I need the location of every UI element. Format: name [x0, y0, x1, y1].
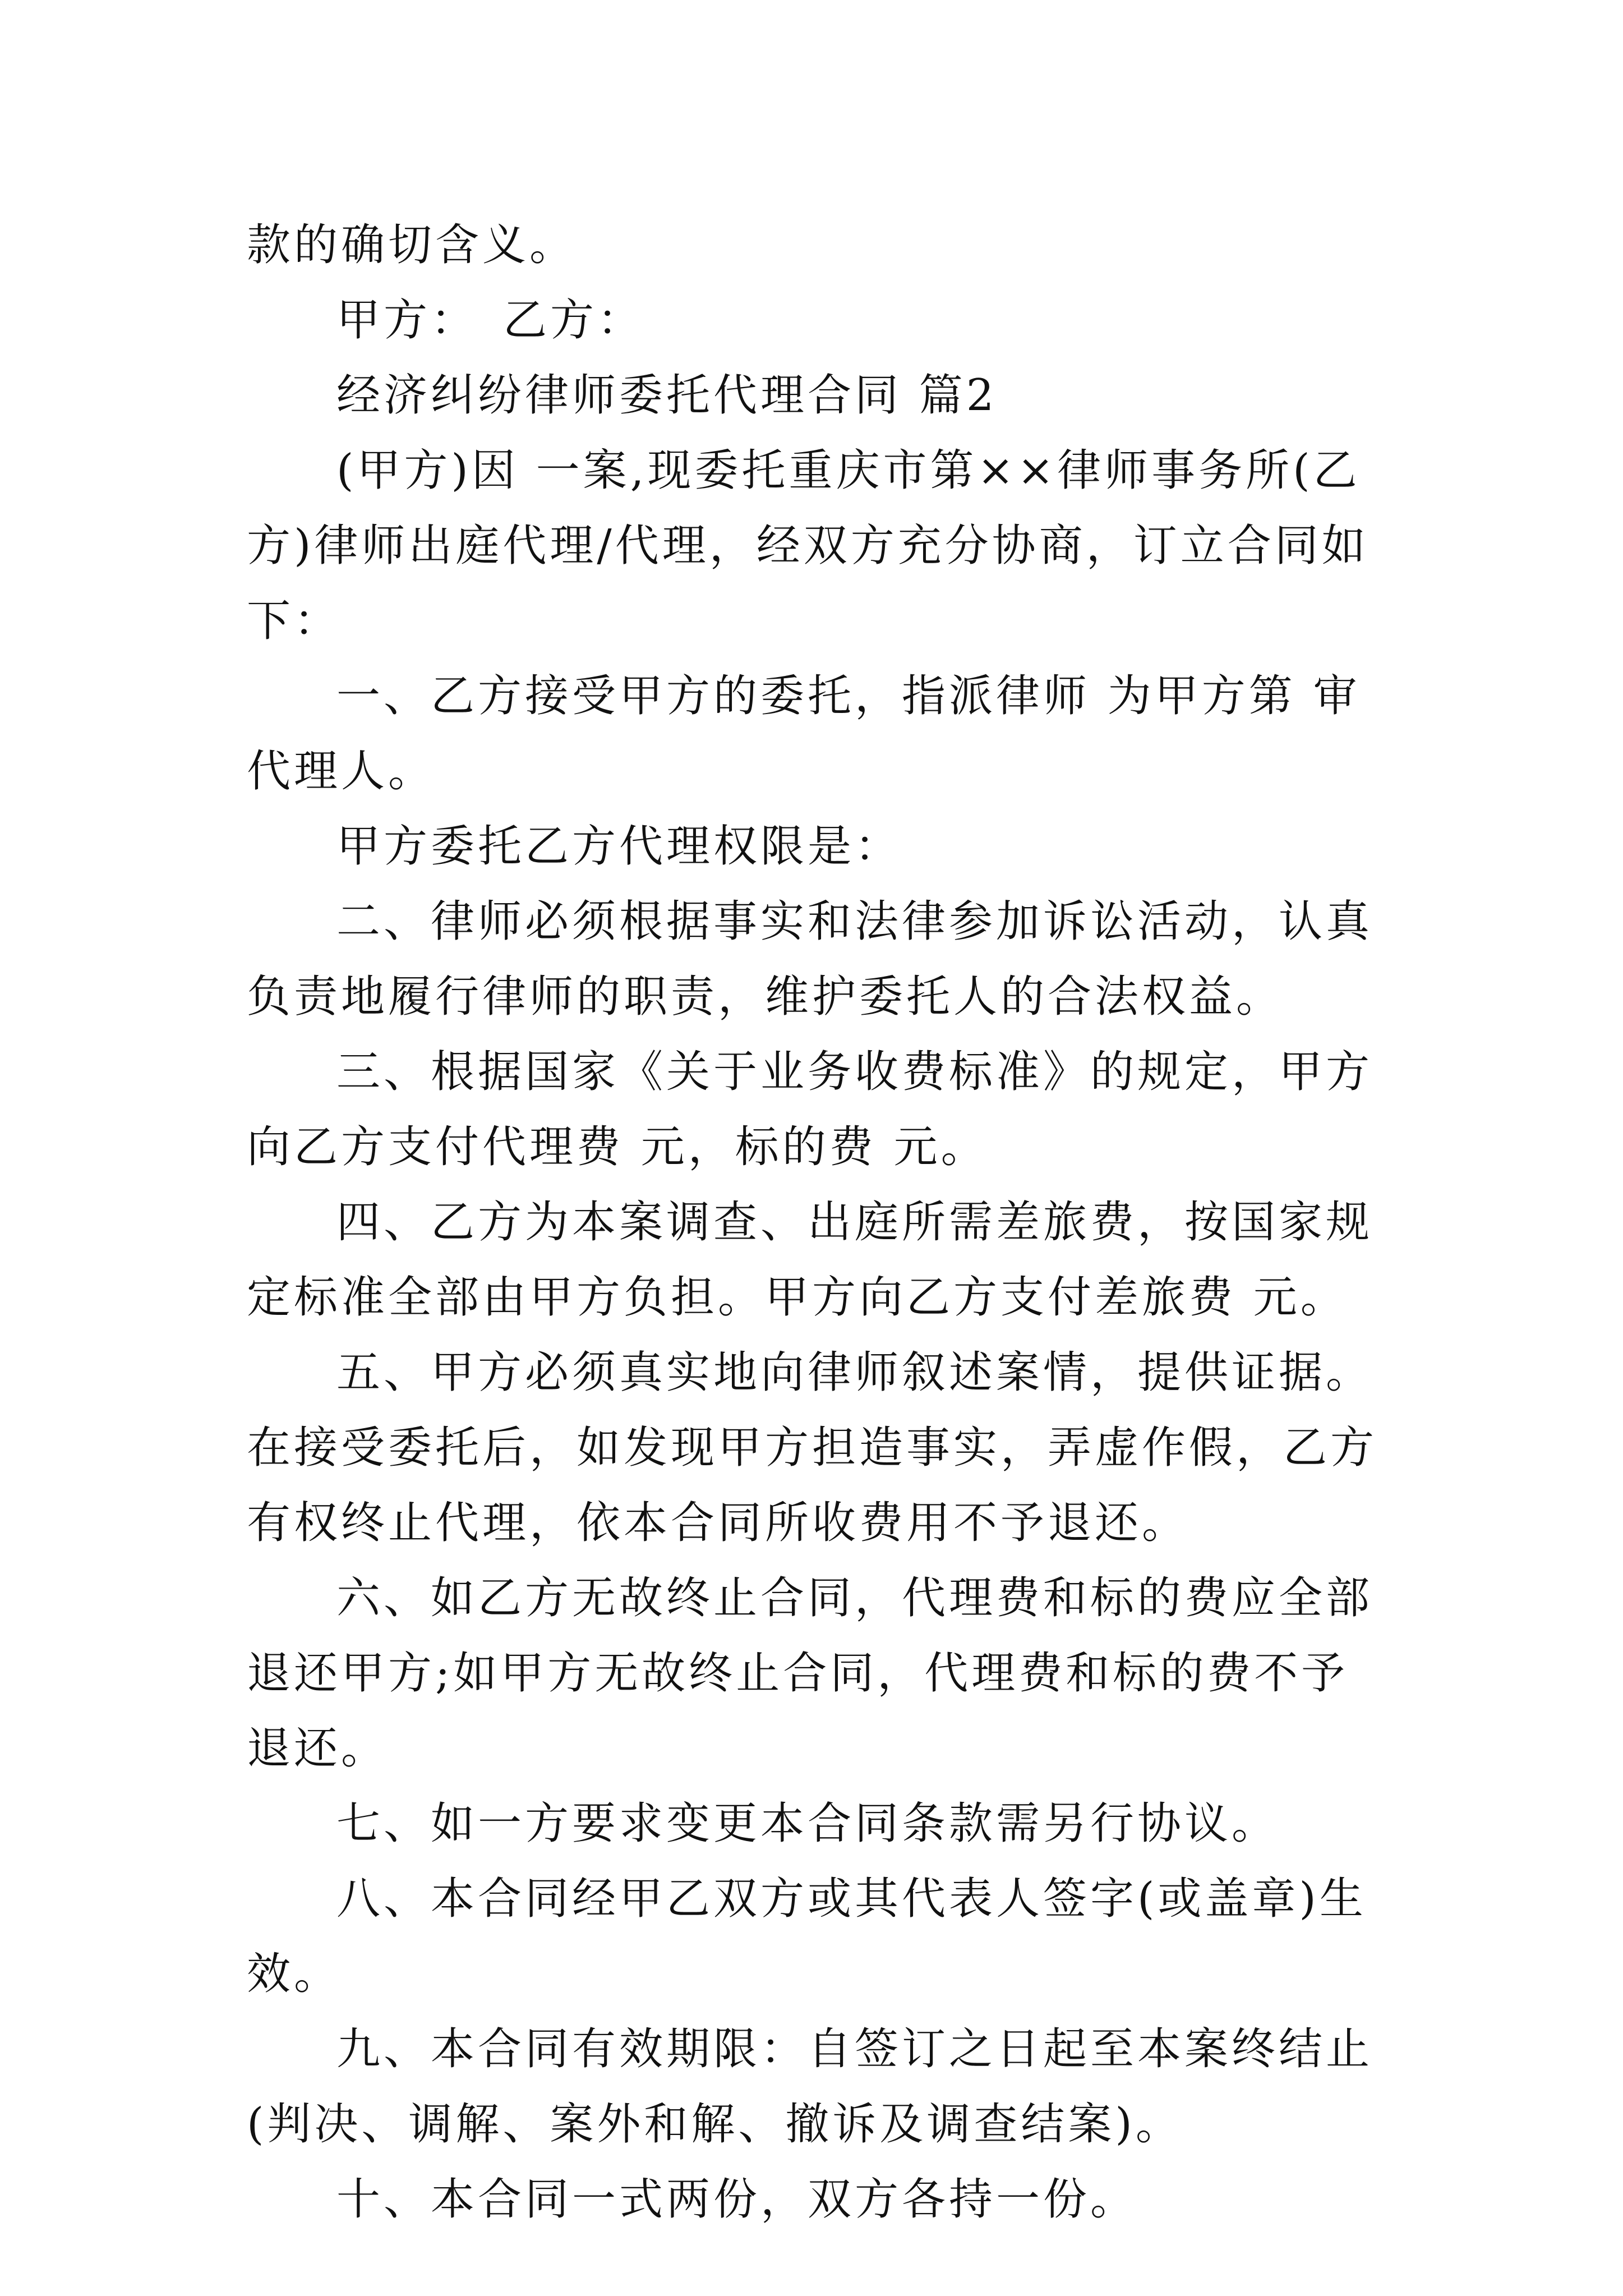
paragraph-authority: 甲方委托乙方代理权限是：: [336, 821, 902, 872]
clause-9: 九、本合同有效期限：自签订之日起至本案终结止(判决、调解、案外和解、撤诉及调查结案)。: [247, 2024, 1373, 2150]
section-title: 经济纠纷律师委托代理合同 篇2: [336, 370, 998, 421]
clause-1: 一、乙方接受甲方的委托，指派律师 为甲方第 审代理人。: [247, 671, 1361, 797]
document-body: [247, 208, 1391, 2237]
clause-5: 五、甲方必须真实地向律师叙述案情，提供证据。在接受委托后，如发现甲方担造事实，弄虚作假，乙方有权终止代理，依本合同所收费用不予退还。: [247, 1347, 1378, 1548]
paragraph-signatures: 甲方： 乙方：: [336, 295, 645, 346]
paragraph-preamble: (甲方)因 一案,现委托重庆市第××律师事务所(乙方)律师出庭代理/代理，经双方充分协商，订立合同如下：: [247, 445, 1369, 646]
clause-2: 二、律师必须根据事实和法律参加诉讼活动，认真负责地履行律师的职责，维护委托人的合法权益。: [247, 896, 1373, 1022]
clause-10: 十、本合同一式两份，双方各持一份。: [336, 2174, 1138, 2225]
clause-6: 六、如乙方无故终止合同，代理费和标的费应全部退还甲方;如甲方无故终止合同，代理费和标的费不予退还。: [247, 1573, 1373, 1774]
paragraph-clause-meaning: 款的确切含义。: [247, 220, 577, 270]
clause-4: 四、乙方为本案调查、出庭所需差旅费，按国家规定标准全部由甲方负担。甲方向乙方支付差旅费 元。: [247, 1197, 1373, 1323]
clause-3: 三、根据国家《关于业务收费标准》的规定，甲方向乙方支付代理费 元，标的费 元。: [247, 1047, 1373, 1172]
clause-7: 七、如一方要求变更本合同条款需另行协议。: [336, 1798, 1279, 1849]
clause-8: 八、本合同经甲乙双方或其代表人签字(或盖章)生效。: [247, 1874, 1367, 1999]
